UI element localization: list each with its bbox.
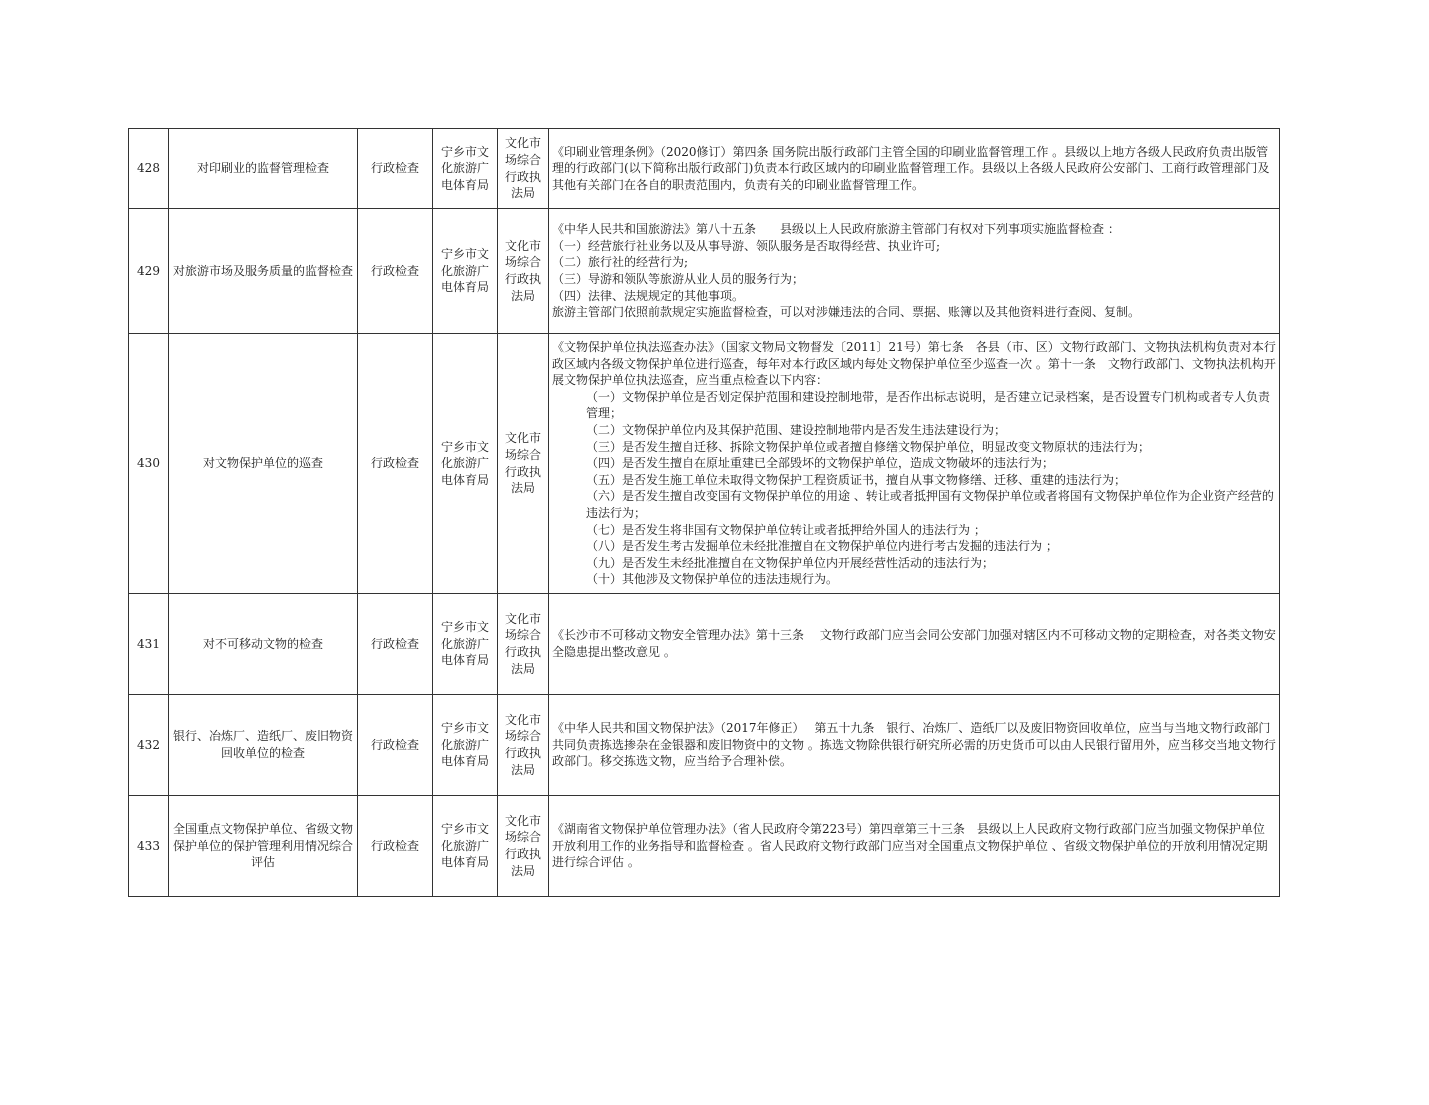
table-row [129, 334, 1280, 594]
enforcement-unit: 文化市场综合行政执法局 [498, 796, 549, 897]
item-number: 428 [129, 129, 169, 209]
item-number: 433 [129, 796, 169, 897]
item-number: 432 [129, 695, 169, 796]
item-type: 行政检查 [358, 796, 433, 897]
basis-line: 《湖南省文物保护单位管理办法》（省人民政府令第223号）第四章第三十三条 县级以上人民政府文物行政部门应当加强文物保护单位开放利用工作的业务指导和监督检查 。省人民政府文物行政部门应当对全国重点文物保护单位 、省级文物保护单位的开放利用情况定期进行综合评估 。 [552, 822, 1268, 870]
item-name: 对文物保护单位的巡查 [169, 334, 358, 594]
enforcement-unit: 文化市场综合行政执法局 [498, 334, 549, 594]
table-row [129, 594, 1280, 695]
legal-basis [549, 129, 1280, 209]
basis-line: （三）是否发生擅自迁移、拆除文物保护单位或者擅自修缮文物保护单位，明显改变文物原状的违法行为； [586, 439, 1151, 454]
basis-line: 《中华人民共和国旅游法》第八十五条 县级以上人民政府旅游主管部门有权对下列事项实施监督检查 ： [552, 222, 1120, 237]
legal-basis [549, 209, 1280, 334]
responsible-org: 宁乡市文化旅游广电体育局 [433, 129, 498, 209]
basis-line: 《印刷业管理条例》（2020修订）第四条 国务院出版行政部门主管全国的印刷业监督管理工作 。县级以上地方各级人民政府负责出版管理的行政部门(以下简称出版行政部门)负责本行政区域内的印刷业监督管理工作。县级以上各级人民政府公安部门、工商行政管理部门及其他有关部门在各自的职责范围内，负责有关的印刷业监督管理工作。 [552, 144, 1270, 192]
legal-basis [549, 334, 1280, 594]
basis-line: （六）是否发生擅自改变国有文物保护单位的用途 、转让或者抵押国有文物保护单位或者将国有文物保护单位作为企业资产经营的违法行为； [586, 489, 1274, 520]
responsible-org: 宁乡市文化旅游广电体育局 [433, 796, 498, 897]
basis-line: （三）导游和领队等旅游从业人员的服务行为； [552, 272, 805, 286]
item-number: 429 [129, 209, 169, 334]
basis-line: （二）文物保护单位内及其保护范围、建设控制地带内是否发生违法建设行为； [586, 423, 1007, 438]
item-name: 全国重点文物保护单位、省级文物保护单位的保护管理利用情况综合评估 [169, 796, 358, 897]
legal-basis [549, 796, 1280, 897]
basis-line: （九）是否发生未经批准擅自在文物保护单位内开展经营性活动的违法行为； [586, 555, 995, 570]
basis-line: （二）旅行社的经营行为; [552, 255, 689, 270]
responsible-org: 宁乡市文化旅游广电体育局 [433, 594, 498, 695]
basis-line: （四）是否发生擅自在原址重建已全部毁坏的文物保护单位，造成文物破坏的违法行为； [586, 456, 1055, 471]
table-row [129, 695, 1280, 796]
basis-line: （五）是否发生施工单位未取得文物保护工程资质证书，擅自从事文物修缮、迁移、重建的违法行为； [586, 472, 1127, 487]
item-type: 行政检查 [358, 334, 433, 594]
item-type: 行政检查 [358, 129, 433, 209]
responsible-org: 宁乡市文化旅游广电体育局 [433, 695, 498, 796]
item-number: 431 [129, 594, 169, 695]
inspection-items-table [128, 128, 1280, 897]
enforcement-unit: 文化市场综合行政执法局 [498, 209, 549, 334]
table-row [129, 796, 1280, 897]
item-number: 430 [129, 334, 169, 594]
item-name: 对旅游市场及服务质量的监督检查 [169, 209, 358, 334]
enforcement-unit: 文化市场综合行政执法局 [498, 695, 549, 796]
table-row [129, 209, 1280, 334]
basis-line: （八）是否发生考古发掘单位未经批准擅自在文物保护单位内进行考古发掘的违法行为 ； [586, 539, 1058, 554]
item-name: 银行、冶炼厂、造纸厂、废旧物资回收单位的检查 [169, 695, 358, 796]
enforcement-unit: 文化市场综合行政执法局 [498, 129, 549, 209]
item-type: 行政检查 [358, 209, 433, 334]
basis-line: （一）经营旅行社业务以及从事导游、领队服务是否取得经营、执业许可; [552, 238, 941, 253]
responsible-org: 宁乡市文化旅游广电体育局 [433, 209, 498, 334]
responsible-org: 宁乡市文化旅游广电体育局 [433, 334, 498, 594]
basis-line: 旅游主管部门依照前款规定实施监督检查，可以对涉嫌违法的合同、票据、账簿以及其他资料进行查阅、复制。 [552, 305, 1141, 320]
enforcement-unit: 文化市场综合行政执法局 [498, 594, 549, 695]
basis-line: 《文物保护单位执法巡查办法》（国家文物局文物督发〔2011〕21号）第七条 各县（市、区）文物行政部门、文物执法机构负责对本行政区域内各级文物保护单位进行巡查，每年对本行政区域内每处文物保护单位至少巡查一次 。第十一条 文物行政部门、文物执法机构开展文物保护单位执法巡查，应当重点检查以下内容： [552, 340, 1276, 388]
basis-line: 《中华人民共和国文物保护法》（2017年修正） 第五十九条 银行、冶炼厂、造纸厂以及废旧物资回收单位，应当与当地文物行政部门共同负责拣选掺杂在金银器和废旧物资中的文物 。拣选文物除供银行研究所必需的历史货币可以由人民银行留用外，应当移交当地文物行政部门。移交拣选文物，应当给予合理补偿。 [552, 721, 1276, 769]
basis-line: （七）是否发生将非国有文物保护单位转让或者抵押给外国人的违法行为 ； [586, 522, 986, 537]
basis-line: （一）文物保护单位是否划定保护范围和建设控制地带，是否作出标志说明，是否建立记录档案，是否设置专门机构或者专人负责管理； [586, 389, 1271, 421]
basis-line: （十）其他涉及文物保护单位的违法违规行为。 [586, 572, 839, 587]
basis-line: （四）法律、法规规定的其他事项。 [552, 288, 745, 303]
legal-basis [549, 695, 1280, 796]
legal-basis [549, 594, 1280, 695]
table-row [129, 129, 1280, 209]
basis-line: 《长沙市不可移动文物安全管理办法》第十三条 文物行政部门应当会同公安部门加强对辖区内不可移动文物的定期检查，对各类文物安全隐患提出整改意见 。 [552, 628, 1276, 659]
item-name: 对印刷业的监督管理检查 [169, 129, 358, 209]
item-name: 对不可移动文物的检查 [169, 594, 358, 695]
item-type: 行政检查 [358, 594, 433, 695]
item-type: 行政检查 [358, 695, 433, 796]
